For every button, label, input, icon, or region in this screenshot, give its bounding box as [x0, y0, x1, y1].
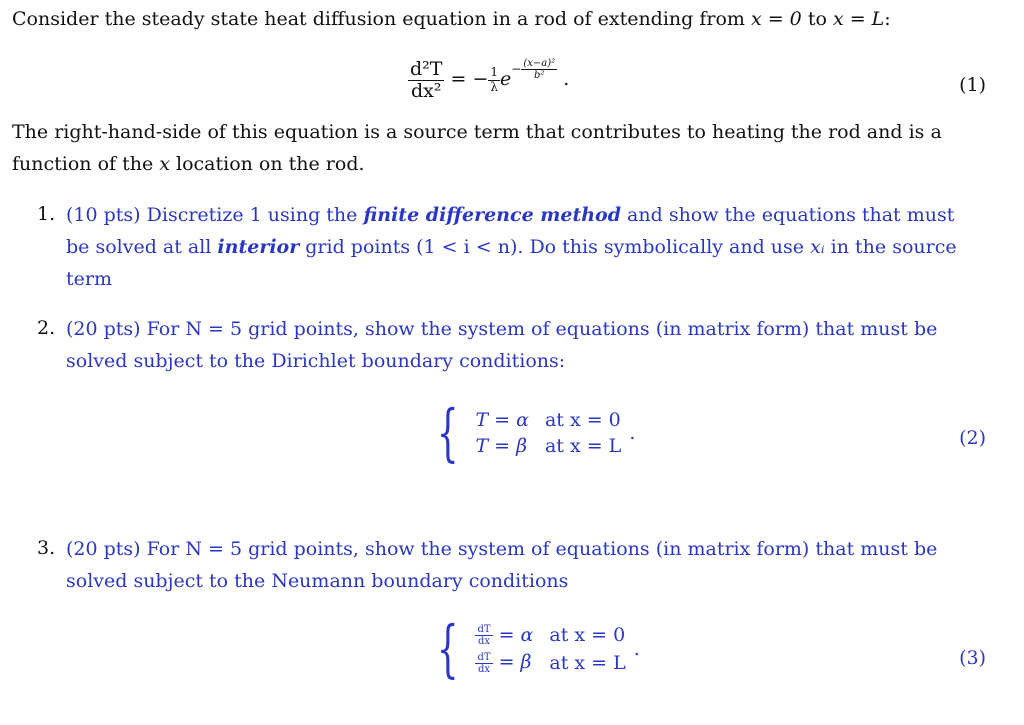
- math: 1: [490, 65, 499, 80]
- math: T = β: [475, 435, 528, 457]
- text: solved subject to the Neumann boundary conditions: [66, 570, 569, 592]
- math: b²: [534, 70, 545, 81]
- math: dT: [477, 624, 491, 635]
- math: at x = L: [544, 435, 622, 457]
- intro-sentence: Consider the steady state heat diffusion equation in a rod of extending from: [12, 8, 751, 30]
- text: (20 pts) For N = 5 grid points, show the system of equations (in matrix form) that must be: [66, 538, 938, 560]
- emphasis: interior: [217, 236, 300, 258]
- text: and show the equations that must: [621, 204, 955, 226]
- text: term: [66, 268, 112, 290]
- text: be solved at all: [66, 236, 218, 258]
- math: dx: [477, 636, 491, 647]
- math: e: [500, 68, 512, 90]
- text: (20 pts) For N = 5 grid points, show the system of equations (in matrix form) that must be: [66, 318, 938, 340]
- math: x = 0: [750, 8, 802, 30]
- math: dx²: [410, 79, 442, 102]
- math: = β: [498, 651, 532, 673]
- text: function of the: [12, 153, 160, 175]
- math: dT: [477, 651, 491, 663]
- text: solved subject to the Dirichlet boundary conditions:: [66, 350, 566, 372]
- emphasis: finite difference method: [363, 204, 622, 226]
- math: at x = L: [549, 651, 626, 674]
- equation-label: (2): [959, 427, 986, 449]
- question-2: [66, 313, 986, 377]
- item-number: 3.: [37, 537, 56, 559]
- brace: {: [436, 612, 459, 685]
- math: = α: [498, 623, 534, 646]
- question-1: [66, 199, 986, 295]
- math: xᵢ: [810, 236, 825, 258]
- equation-label: (3): [959, 647, 986, 669]
- text: in the source: [824, 236, 957, 258]
- math: at x = 0: [549, 624, 626, 647]
- text: to: [801, 8, 833, 30]
- equation-label: (1): [959, 74, 986, 96]
- text: :: [884, 8, 891, 30]
- equation-2: [428, 396, 636, 469]
- text: grid points (1 < i < n). Do this symbolically and use: [299, 236, 811, 258]
- math: λ: [490, 79, 499, 94]
- text: (10 pts) Discretize 1 using the: [66, 204, 364, 226]
- math: d²T: [410, 57, 443, 80]
- math: x = L: [832, 8, 885, 30]
- equation-3: [428, 612, 640, 685]
- text: location on the rod.: [169, 153, 365, 175]
- math: .: [633, 638, 640, 660]
- question-3: [66, 533, 986, 597]
- math: = −: [450, 68, 489, 90]
- paragraph-line: The right-hand-side of this equation is a source term that contributes to heating the rod and is a: [12, 121, 942, 143]
- math: T = α: [475, 409, 529, 431]
- math: dx: [477, 663, 491, 675]
- math: .: [629, 422, 636, 444]
- item-number: 2.: [37, 317, 56, 339]
- item-number: 1.: [37, 203, 56, 225]
- math: −: [511, 62, 522, 76]
- math: at x = 0: [544, 409, 621, 431]
- brace: {: [436, 396, 459, 469]
- paragraph-line: [12, 153, 365, 175]
- math: (x−a)²: [523, 58, 556, 69]
- intro-text: [12, 8, 891, 30]
- equation-1: [408, 58, 569, 101]
- math: .: [563, 68, 570, 90]
- math: x: [159, 153, 170, 175]
